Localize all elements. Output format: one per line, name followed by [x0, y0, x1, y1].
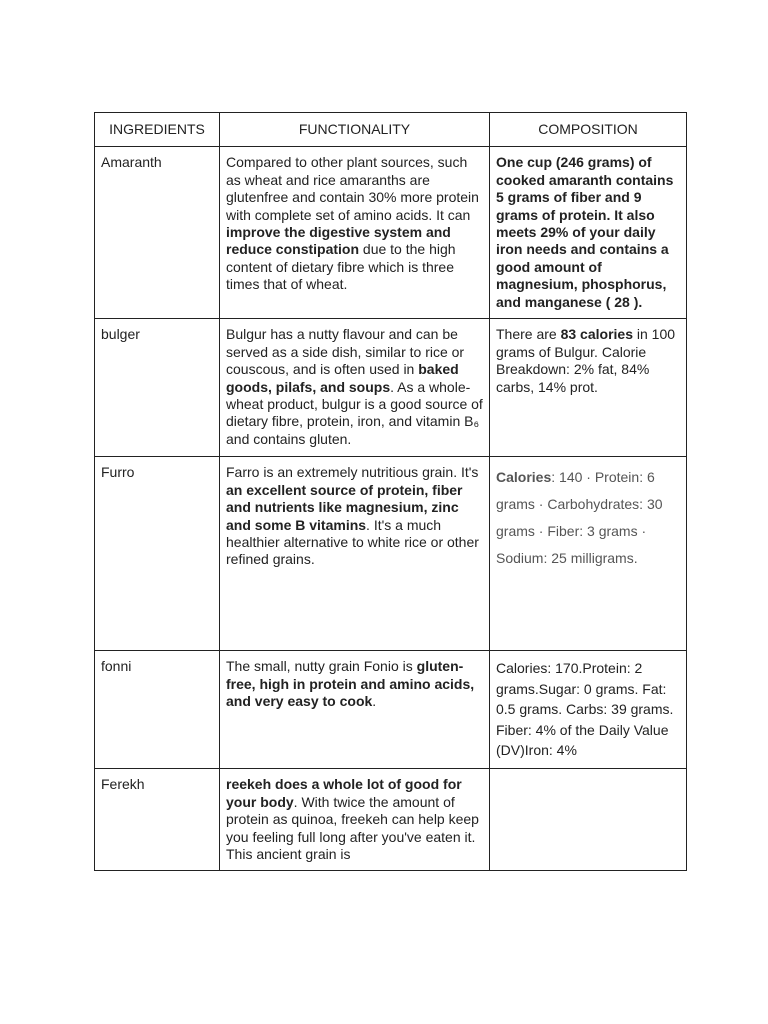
text-segment: Calories	[496, 469, 552, 486]
header-functionality: FUNCTIONALITY	[220, 113, 490, 147]
text-segment: an excellent source of protein, fiber and nutrients like magnesium, zinc and some B vitamins	[226, 481, 463, 533]
text-segment: . With twice the amount of protein as quinoa, freekeh can help keep you feeling full long after you've eaten it. This ancient grain is	[226, 793, 479, 863]
composition-cell	[490, 769, 687, 871]
text-segment: : 140 · Protein: 6 grams · Carbohydrates: 30 grams · Fiber: 3 grams · Sodium: 25 milligrams.	[496, 469, 663, 567]
ingredient-cell: bulger	[95, 319, 220, 457]
table-row	[95, 457, 687, 651]
text-segment: . It's a much healthier alternative to white rice or other refined grains.	[226, 516, 479, 568]
functionality-cell	[220, 147, 490, 319]
ingredient-cell: Ferekh	[95, 769, 220, 871]
text-segment: due to the high content of dietary fibre which is three times that of wheat.	[226, 241, 456, 293]
text-segment: Farro is an extremely nutritious grain. It's	[226, 464, 479, 481]
header-ingredients: INGREDIENTS	[95, 113, 220, 147]
header-composition: COMPOSITION	[490, 113, 687, 147]
text-segment: There are	[496, 326, 561, 343]
text-segment: reekeh does a whole lot of good for your body	[226, 776, 462, 810]
table-row	[95, 769, 687, 871]
text-segment: .	[372, 693, 377, 710]
text-segment: One cup (246 grams) of cooked amaranth contains 5 grams of fiber and 9 grams of protein. It also meets 29% of your daily iron needs and contains a good amount of magnesium, phosphorus, and manganese ( 28 ).	[496, 154, 674, 310]
text-segment: 83 calories	[560, 326, 633, 343]
functionality-cell	[220, 769, 490, 871]
text-segment: baked goods, pilafs, and soups	[226, 361, 459, 395]
table-row	[95, 651, 687, 769]
ingredient-cell: Amaranth	[95, 147, 220, 319]
table-row	[95, 319, 687, 457]
text-segment: Bulgur has a nutty flavour and can be served as a side dish, similar to rice or couscous, and is often used in	[226, 326, 465, 378]
functionality-cell	[220, 651, 490, 769]
composition-cell	[490, 651, 687, 769]
header-row	[95, 113, 687, 147]
composition-cell	[490, 147, 687, 319]
nutrition-table	[94, 112, 687, 871]
text-segment: improve the digestive system and reduce constipation	[226, 224, 451, 258]
text-segment: Calories: 170.Protein: 2 grams.Sugar: 0 grams. Fat: 0.5 grams. Carbs: 39 grams. Fiber: 4% of the Daily Value (DV)Iron: 4%	[496, 660, 674, 759]
ingredient-cell: Furro	[95, 457, 220, 651]
text-segment: Compared to other plant sources, such as wheat and rice amaranths are glutenfree and contain 30% more protein with complete set of amino acids. It can	[226, 154, 479, 223]
text-segment: The small, nutty grain Fonio is	[226, 658, 417, 675]
table-row	[95, 147, 687, 319]
composition-cell	[490, 457, 687, 651]
functionality-cell	[220, 457, 490, 651]
text-segment: gluten-free, high in protein and amino acids, and very easy to cook	[226, 658, 475, 710]
ingredient-cell: fonni	[95, 651, 220, 769]
functionality-cell	[220, 319, 490, 457]
text-segment: . As a whole-wheat product, bulgur is a good source of dietary fibre, protein, iron, and vitamin B₆ and contains gluten.	[226, 378, 483, 447]
text-segment: in 100 grams of Bulgur. Calorie Breakdown: 2% fat, 84% carbs, 14% prot.	[496, 326, 676, 395]
composition-cell	[490, 319, 687, 457]
